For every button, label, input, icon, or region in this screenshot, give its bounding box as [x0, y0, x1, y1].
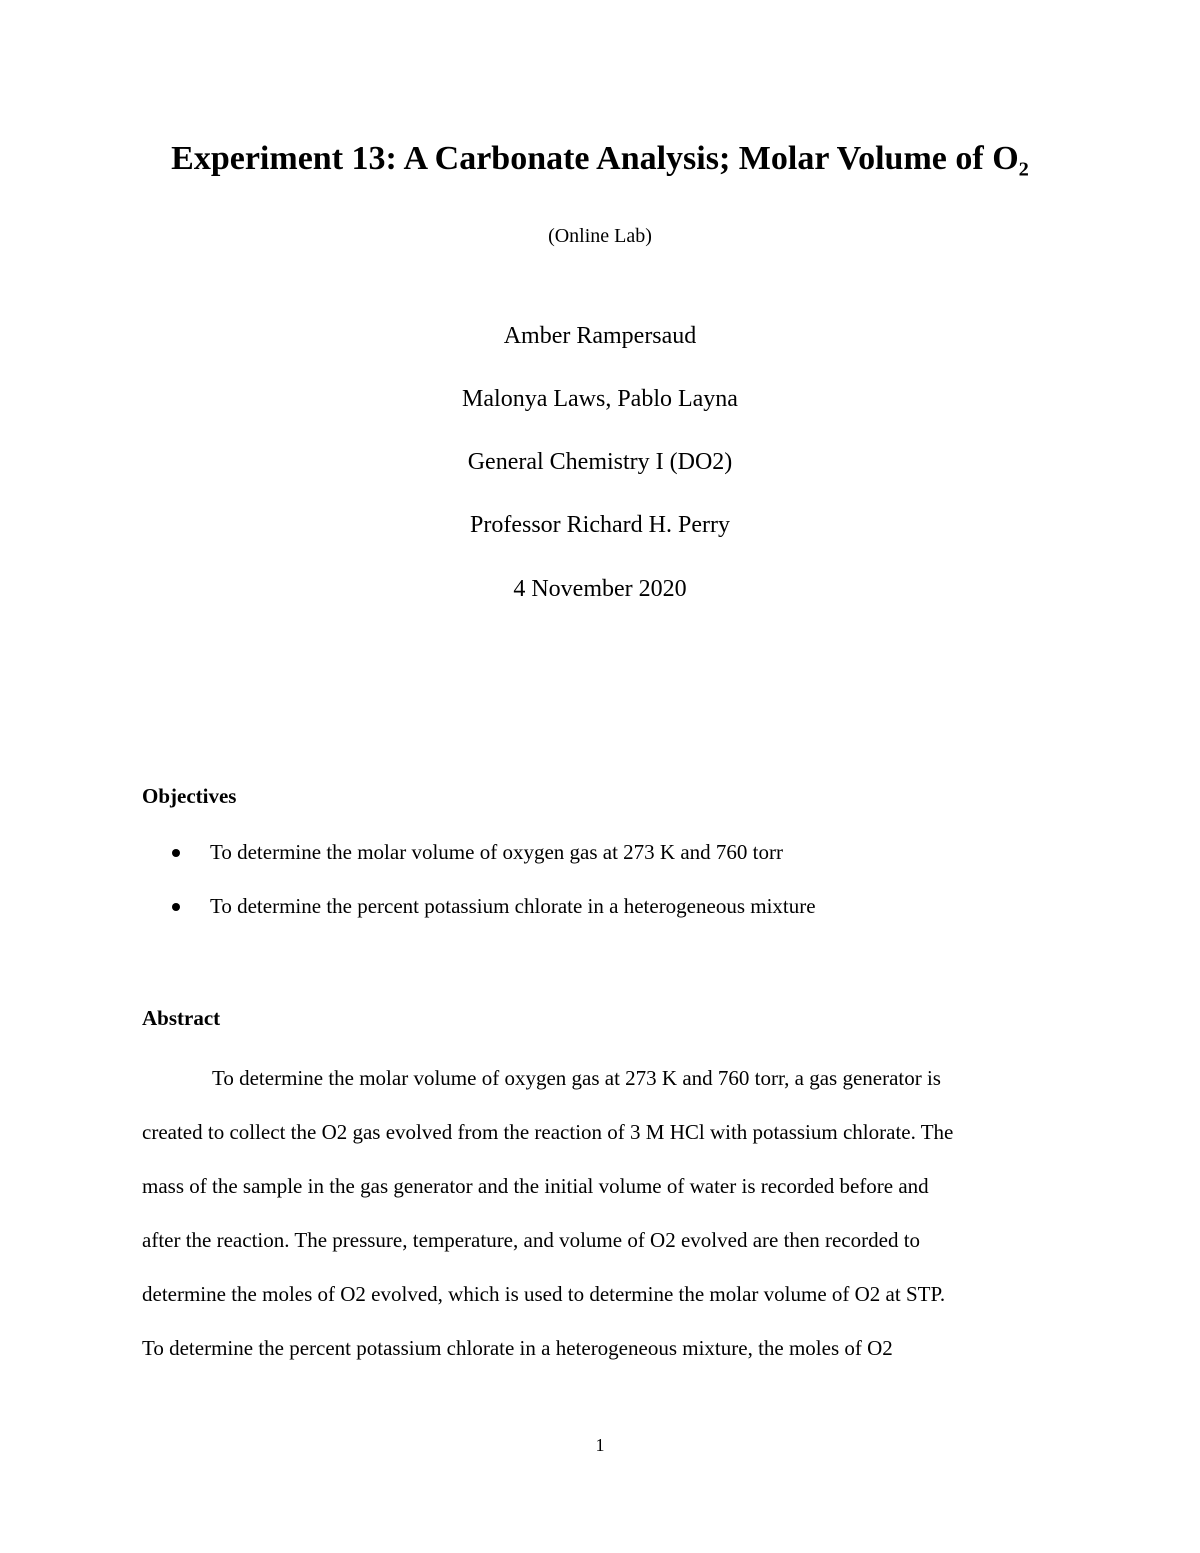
objective-item	[172, 840, 783, 865]
professor-name: Professor Richard H. Perry	[470, 512, 730, 538]
abstract-line: mass of the sample in the gas generator and the initial volume of water is recorded before and	[142, 1174, 929, 1198]
abstract-body	[142, 1056, 1062, 1380]
bullet-icon	[172, 903, 180, 911]
objective-text: To determine the percent potassium chlorate in a heterogeneous mixture	[210, 894, 816, 918]
author-name: Amber Rampersaud	[503, 323, 697, 349]
abstract-line: To determine the molar volume of oxygen gas at 273 K and 760 torr, a gas generator is	[212, 1066, 941, 1090]
abstract-heading: Abstract	[142, 1006, 221, 1030]
document-date: 4 November 2020	[513, 576, 687, 602]
page-number: 1	[595, 1435, 605, 1455]
abstract-line: To determine the percent potassium chlorate in a heterogeneous mixture, the moles of O2	[142, 1336, 893, 1360]
abstract-line: created to collect the O2 gas evolved from the reaction of 3 M HCl with potassium chlorate. The	[142, 1120, 954, 1144]
objectives-heading: Objectives	[142, 784, 237, 808]
bullet-icon	[172, 849, 180, 857]
lab-partners: Malonya Laws, Pablo Layna	[462, 386, 738, 412]
course-name: General Chemistry I (DO2)	[467, 449, 733, 475]
abstract-line: determine the moles of O2 evolved, which is used to determine the molar volume of O2 at STP.	[142, 1282, 946, 1306]
abstract-line: after the reaction. The pressure, temperature, and volume of O2 evolved are then recorded to	[142, 1228, 921, 1252]
document-subtitle: (Online Lab)	[548, 225, 652, 247]
document-title: Experiment 13: A Carbonate Analysis; Molar Volume of O₂	[171, 140, 1029, 177]
objective-text: To determine the molar volume of oxygen gas at 273 K and 760 torr	[210, 840, 783, 864]
objective-item	[172, 894, 816, 919]
